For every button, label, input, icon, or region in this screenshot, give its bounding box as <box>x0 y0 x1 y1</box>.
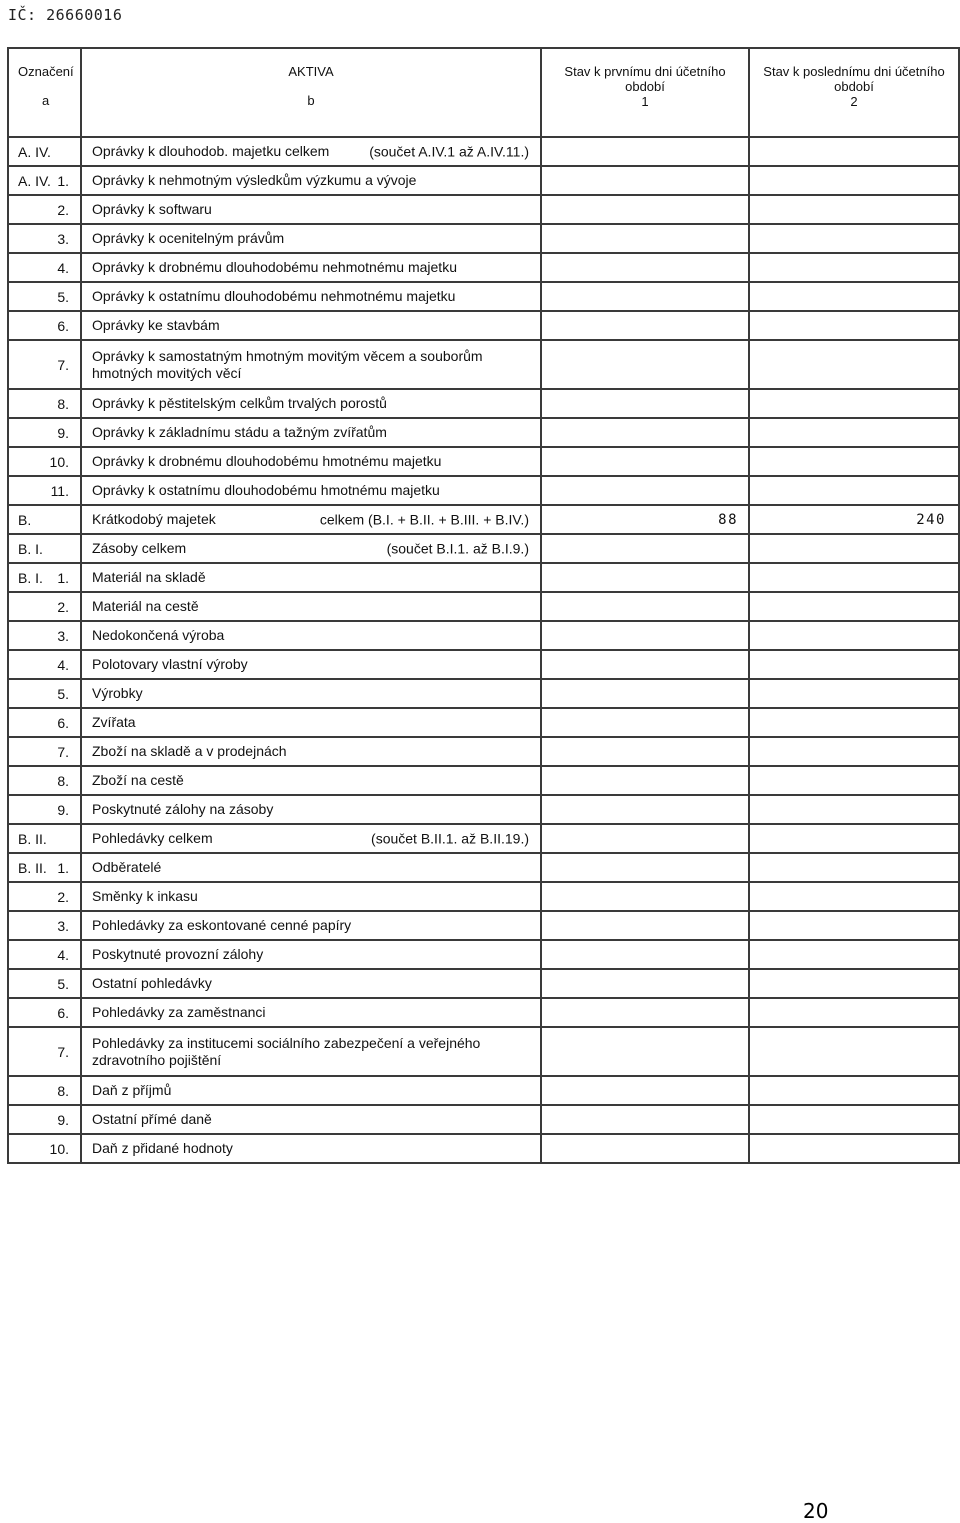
row-code-number: 8. <box>57 772 69 789</box>
table-row <box>8 853 959 882</box>
row-label: Pohledávky za institucemi sociálního zabezpečení a veřejného <box>92 1034 481 1051</box>
row-value-last-day <box>749 824 959 853</box>
row-label: Ostatní přímé daně <box>92 1111 212 1127</box>
row-code-cell <box>8 940 81 969</box>
company-id: IČ: 26660016 <box>8 6 123 24</box>
row-value-last-day <box>749 621 959 650</box>
row-value-first-day <box>541 476 749 505</box>
row-code-cell <box>8 998 81 1027</box>
row-value-last-day <box>749 166 959 195</box>
table-row <box>8 418 959 447</box>
row-label-cell <box>81 1027 541 1076</box>
row-value-last-day <box>749 650 959 679</box>
row-label-cell <box>81 998 541 1027</box>
row-label: Poskytnuté zálohy na zásoby <box>92 801 274 817</box>
row-code-number: 3. <box>57 917 69 934</box>
row-code-number: 5. <box>57 685 69 702</box>
row-value-first-day <box>541 998 749 1027</box>
row-value-last-day <box>749 137 959 166</box>
row-label: Oprávky ke stavbám <box>92 317 220 333</box>
row-label-cell <box>81 563 541 592</box>
table-row <box>8 311 959 340</box>
row-code-cell <box>8 1134 81 1163</box>
row-value-first-day <box>541 282 749 311</box>
row-code-cell <box>8 824 81 853</box>
row-code-number: 11. <box>50 482 69 499</box>
table-row <box>8 766 959 795</box>
row-value-first-day <box>541 853 749 882</box>
row-code-cell <box>8 679 81 708</box>
row-value-last-day <box>749 940 959 969</box>
row-label-cell <box>81 853 541 882</box>
row-value-first-day <box>541 824 749 853</box>
row-value-first-day <box>541 195 749 224</box>
row-code-cell <box>8 505 81 534</box>
row-label-cell <box>81 1105 541 1134</box>
table-row <box>8 621 959 650</box>
row-label: Oprávky k dlouhodob. majetku celkem <box>92 143 330 159</box>
row-code-number: 4. <box>57 656 69 673</box>
table-row <box>8 447 959 476</box>
row-value-first-day <box>541 1105 749 1134</box>
row-code-cell <box>8 476 81 505</box>
table-row <box>8 795 959 824</box>
row-label-cell <box>81 882 541 911</box>
row-label: Zásoby celkem <box>92 540 187 556</box>
row-label-cell <box>81 592 541 621</box>
row-label-cell <box>81 766 541 795</box>
row-value-first-day <box>541 737 749 766</box>
row-label-cell <box>81 282 541 311</box>
row-value-first-day <box>541 311 749 340</box>
header-col1-cell <box>541 48 749 137</box>
row-value-last-day <box>749 882 959 911</box>
row-value-last-day <box>749 534 959 563</box>
row-code-number: 4. <box>57 259 69 276</box>
row-value-last-day <box>749 282 959 311</box>
table-row <box>8 1105 959 1134</box>
header-code-cell <box>8 48 81 137</box>
balance-sheet-body <box>8 48 959 1163</box>
row-value-last-day <box>749 1105 959 1134</box>
row-value-first-day <box>541 137 749 166</box>
row-value-last-day <box>749 476 959 505</box>
row-value-last-day <box>749 311 959 340</box>
row-code-number: 1. <box>57 172 69 189</box>
row-value-first-day <box>541 969 749 998</box>
row-code-cell <box>8 311 81 340</box>
row-label: Oprávky k softwaru <box>92 201 212 217</box>
table-row <box>8 534 959 563</box>
table-row <box>8 282 959 311</box>
row-label: Pohledávky celkem <box>92 830 213 846</box>
row-value-last-day <box>749 418 959 447</box>
row-code-cell <box>8 795 81 824</box>
row-code-number: 8. <box>57 1082 69 1099</box>
row-code-prefix: B. II. <box>18 859 47 876</box>
row-label: Materiál na skladě <box>92 569 206 585</box>
row-code-cell <box>8 650 81 679</box>
row-code-number: 3. <box>57 230 69 247</box>
row-code-number: 7. <box>57 1043 69 1060</box>
row-label-cell <box>81 389 541 418</box>
row-note: (součet B.I.1. až B.I.9.) <box>386 540 529 556</box>
row-value-first-day <box>541 1076 749 1105</box>
row-code-cell <box>8 766 81 795</box>
row-label-cell <box>81 166 541 195</box>
row-label-cell <box>81 824 541 853</box>
row-label: Daň z příjmů <box>92 1082 172 1098</box>
row-value-first-day <box>541 340 749 389</box>
row-code-prefix: A. IV. <box>18 143 51 160</box>
row-code-prefix: B. I. <box>18 569 43 586</box>
row-code-number: 10. <box>49 1140 69 1157</box>
row-label: Oprávky k pěstitelským celkům trvalých porostů <box>92 395 387 411</box>
row-code-number: 6. <box>57 714 69 731</box>
row-label: Zvířata <box>92 714 136 730</box>
row-code-number: 7. <box>57 743 69 760</box>
row-code-cell <box>8 737 81 766</box>
row-value-first-day <box>541 795 749 824</box>
header-col2-sub: 2 <box>850 94 858 109</box>
table-row <box>8 940 959 969</box>
row-code-number: 1. <box>57 859 69 876</box>
row-label: Pohledávky za zaměstnanci <box>92 1004 266 1020</box>
row-label-cell <box>81 505 541 534</box>
row-value-first-day <box>541 224 749 253</box>
row-value-last-day <box>749 969 959 998</box>
row-label: Výrobky <box>92 685 143 701</box>
row-value-last-day <box>749 389 959 418</box>
row-code-cell <box>8 911 81 940</box>
table-row <box>8 737 959 766</box>
row-label-cell <box>81 679 541 708</box>
row-label: Oprávky k ostatnímu dlouhodobému hmotnému majetku <box>92 482 440 498</box>
row-label-cell <box>81 1076 541 1105</box>
row-code-number: 2. <box>57 201 69 218</box>
row-value-first-day <box>541 534 749 563</box>
row-label-cell <box>81 911 541 940</box>
table-row <box>8 1076 959 1105</box>
row-value-last-day <box>749 853 959 882</box>
row-label: Oprávky k ocenitelným právům <box>92 230 285 246</box>
table-row <box>8 1134 959 1163</box>
row-label: Poskytnuté provozní zálohy <box>92 946 264 962</box>
row-label: Oprávky k nehmotným výsledkům výzkumu a vývoje <box>92 172 417 188</box>
row-code-number: 7. <box>57 356 69 373</box>
row-label-line2: zdravotního pojištění <box>92 1051 222 1068</box>
table-row <box>8 224 959 253</box>
table-row <box>8 340 959 389</box>
row-code-cell <box>8 447 81 476</box>
header-aktiva-sub: b <box>307 93 315 108</box>
table-row <box>8 998 959 1027</box>
row-label: Oprávky k ostatnímu dlouhodobému nehmotnému majetku <box>92 288 456 304</box>
row-code-cell <box>8 340 81 389</box>
balance-sheet-table <box>7 47 960 1164</box>
row-label: Směnky k inkasu <box>92 888 198 904</box>
row-label-line2: hmotných movitých věcí <box>92 364 242 381</box>
row-value-last-day: 240 <box>749 505 959 534</box>
row-code-number: 5. <box>57 975 69 992</box>
header-col2-title-1: Stav k poslednímu dni účetního <box>763 64 945 79</box>
row-note: (součet B.II.1. až B.II.19.) <box>371 830 529 846</box>
row-label: Oprávky k drobnému dlouhodobému hmotnému majetku <box>92 453 442 469</box>
row-label: Daň z přidané hodnoty <box>92 1140 233 1156</box>
header-col1-title-2: období <box>625 79 665 94</box>
row-code-cell <box>8 166 81 195</box>
row-value-first-day <box>541 708 749 737</box>
row-code-cell <box>8 853 81 882</box>
row-value-first-day <box>541 679 749 708</box>
row-value-first-day <box>541 911 749 940</box>
row-code-prefix: A. IV. <box>18 172 51 189</box>
table-row <box>8 882 959 911</box>
row-value-last-day <box>749 737 959 766</box>
table-row <box>8 592 959 621</box>
row-label-cell <box>81 795 541 824</box>
row-code-number: 4. <box>57 946 69 963</box>
row-value-first-day <box>541 940 749 969</box>
row-code-prefix: B. II. <box>18 830 47 847</box>
row-label-cell <box>81 253 541 282</box>
table-row <box>8 911 959 940</box>
header-code-title: Označení <box>18 64 74 79</box>
row-code-cell <box>8 621 81 650</box>
row-code-cell <box>8 195 81 224</box>
table-row <box>8 969 959 998</box>
row-code-cell <box>8 137 81 166</box>
row-label: Odběratelé <box>92 859 162 875</box>
table-row <box>8 679 959 708</box>
row-value-first-day <box>541 563 749 592</box>
row-value-first-day <box>541 621 749 650</box>
row-value-last-day <box>749 340 959 389</box>
row-value-first-day <box>541 766 749 795</box>
row-code-cell <box>8 534 81 563</box>
row-label: Oprávky k samostatným hmotným movitým věcem a souborům <box>92 347 483 364</box>
table-row <box>8 137 959 166</box>
row-code-cell <box>8 563 81 592</box>
table-row <box>8 166 959 195</box>
row-value-first-day <box>541 592 749 621</box>
header-aktiva-title: AKTIVA <box>288 64 334 79</box>
row-label-cell <box>81 340 541 389</box>
row-value-first-day <box>541 253 749 282</box>
row-value-last-day <box>749 563 959 592</box>
row-code-cell <box>8 1105 81 1134</box>
row-value-last-day <box>749 447 959 476</box>
row-label: Oprávky k základnímu stádu a tažným zvířatům <box>92 424 387 440</box>
row-code-number: 10. <box>49 453 69 470</box>
table-row <box>8 253 959 282</box>
row-value-first-day <box>541 1027 749 1076</box>
row-value-first-day <box>541 166 749 195</box>
row-code-number: 2. <box>57 598 69 615</box>
row-label-cell <box>81 1134 541 1163</box>
row-value-last-day <box>749 195 959 224</box>
row-value-first-day <box>541 882 749 911</box>
row-value-last-day <box>749 911 959 940</box>
table-row <box>8 824 959 853</box>
row-value-first-day <box>541 1134 749 1163</box>
row-label-cell <box>81 737 541 766</box>
row-label-cell <box>81 940 541 969</box>
row-value-first-day <box>541 389 749 418</box>
row-value-last-day <box>749 1076 959 1105</box>
header-col2-cell <box>749 48 959 137</box>
table-row <box>8 505 959 534</box>
row-label-cell <box>81 447 541 476</box>
row-code-prefix: B. I. <box>18 540 43 557</box>
row-code-number: 8. <box>57 395 69 412</box>
table-row <box>8 476 959 505</box>
header-code-sub: a <box>42 93 50 108</box>
row-label: Zboží na skladě a v prodejnách <box>92 743 287 759</box>
row-label-cell <box>81 195 541 224</box>
table-row <box>8 195 959 224</box>
table-header-row <box>8 48 959 137</box>
row-label-cell <box>81 534 541 563</box>
table-row <box>8 708 959 737</box>
row-code-number: 1. <box>57 569 69 586</box>
row-label-cell <box>81 311 541 340</box>
row-value-first-day <box>541 447 749 476</box>
row-label: Nedokončená výroba <box>92 627 225 643</box>
row-code-number: 9. <box>57 1111 69 1128</box>
row-label: Krátkodobý majetek <box>92 511 216 527</box>
row-label: Ostatní pohledávky <box>92 975 212 991</box>
header-aktiva-cell <box>81 48 541 137</box>
row-note: (součet A.IV.1 až A.IV.11.) <box>369 143 529 159</box>
row-code-prefix: B. <box>18 511 32 528</box>
row-code-cell <box>8 389 81 418</box>
row-code-cell <box>8 224 81 253</box>
row-code-cell <box>8 253 81 282</box>
table-row <box>8 563 959 592</box>
row-code-number: 9. <box>57 424 69 441</box>
header-col1-title-1: Stav k prvnímu dni účetního <box>564 64 726 79</box>
row-value-last-day <box>749 253 959 282</box>
row-label: Oprávky k drobnému dlouhodobému nehmotnému majetku <box>92 259 457 275</box>
row-code-number: 6. <box>57 317 69 334</box>
row-value-last-day <box>749 224 959 253</box>
row-label-cell <box>81 621 541 650</box>
row-value-last-day <box>749 1027 959 1076</box>
row-value-first-day <box>541 418 749 447</box>
row-value-last-day <box>749 1134 959 1163</box>
header-col2-title-2: období <box>834 79 874 94</box>
row-label-cell <box>81 418 541 447</box>
row-label-cell <box>81 476 541 505</box>
page-number: 20 <box>803 1499 829 1523</box>
row-label: Zboží na cestě <box>92 772 184 788</box>
row-code-cell <box>8 1027 81 1076</box>
row-value-last-day <box>749 998 959 1027</box>
row-value-first-day: 88 <box>541 505 749 534</box>
row-code-number: 5. <box>57 288 69 305</box>
row-code-cell <box>8 592 81 621</box>
row-value-last-day <box>749 708 959 737</box>
row-value-last-day <box>749 679 959 708</box>
row-code-number: 3. <box>57 627 69 644</box>
table-row <box>8 650 959 679</box>
row-label-cell <box>81 708 541 737</box>
table-row <box>8 389 959 418</box>
row-value-last-day <box>749 592 959 621</box>
row-value-last-day <box>749 766 959 795</box>
row-code-cell <box>8 282 81 311</box>
row-code-cell <box>8 882 81 911</box>
row-label-cell <box>81 224 541 253</box>
row-code-number: 9. <box>57 801 69 818</box>
row-value-first-day <box>541 650 749 679</box>
row-note: celkem (B.I. + B.II. + B.III. + B.IV.) <box>319 511 529 527</box>
row-label-cell <box>81 969 541 998</box>
row-code-cell <box>8 969 81 998</box>
row-label: Polotovary vlastní výroby <box>92 656 248 672</box>
header-col1-sub: 1 <box>641 94 649 109</box>
row-code-cell <box>8 418 81 447</box>
table-row <box>8 1027 959 1076</box>
row-code-number: 2. <box>57 888 69 905</box>
row-label-cell <box>81 650 541 679</box>
row-label-cell <box>81 137 541 166</box>
row-code-cell <box>8 1076 81 1105</box>
row-label: Materiál na cestě <box>92 598 199 614</box>
row-value-last-day <box>749 795 959 824</box>
row-label: Pohledávky za eskontované cenné papíry <box>92 917 352 933</box>
row-code-number: 6. <box>57 1004 69 1021</box>
row-code-cell <box>8 708 81 737</box>
